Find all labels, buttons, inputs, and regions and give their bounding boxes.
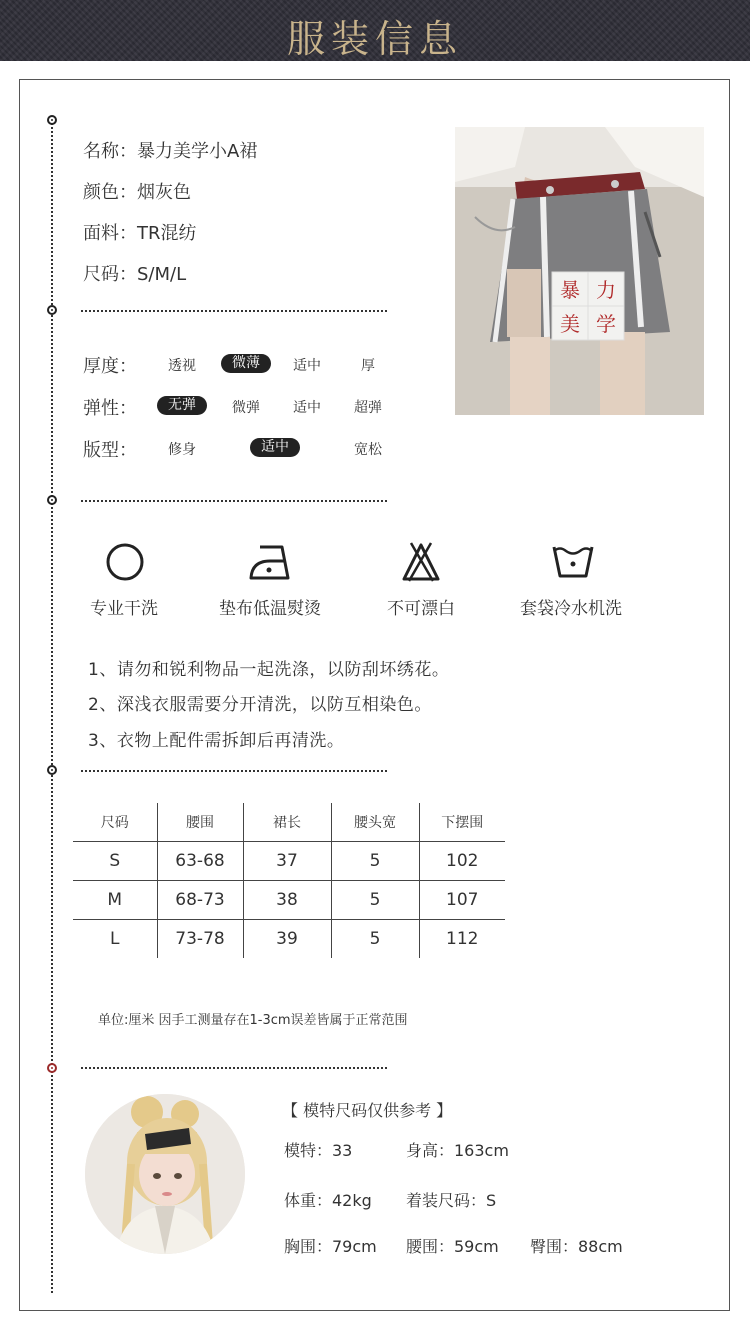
- section-divider: [81, 1067, 387, 1069]
- timeline-node: [47, 305, 57, 315]
- machine-wash-cold-icon: [552, 543, 594, 579]
- header-banner: [0, 0, 750, 61]
- care-note: 2、深浅衣服需要分开清洗，以防互相染色。: [88, 695, 432, 715]
- table-cell: 37: [243, 841, 331, 880]
- table-cell: 102: [419, 841, 505, 880]
- table-row: [73, 841, 505, 880]
- table-cell: 5: [331, 919, 419, 958]
- iron-low-icon: [248, 543, 292, 581]
- care-label-iron: 垫布低温熨烫: [219, 599, 321, 619]
- dry-clean-icon: [104, 543, 146, 581]
- product-fabric: 面料：TR混纺: [83, 223, 197, 244]
- product-sizes: 尺码：S/M/L: [83, 264, 187, 285]
- care-label-bleach: 不可漂白: [387, 599, 455, 619]
- model-bust: 胸围：79cm: [284, 1237, 377, 1256]
- table-cell: S: [73, 841, 157, 880]
- table-cell: 5: [331, 841, 419, 880]
- care-label-wash: 套袋冷水机洗: [520, 599, 622, 619]
- care-label-dry-clean: 专业干洗: [90, 599, 158, 619]
- model-number: 模特：33: [284, 1141, 353, 1160]
- model-hip: 臀围：88cm: [530, 1237, 623, 1256]
- thickness-option: 透视: [168, 358, 196, 374]
- section-divider: [81, 770, 387, 772]
- table-cell: 73-78: [157, 919, 243, 958]
- patch-char: 学: [596, 312, 616, 336]
- table-row: [73, 919, 505, 958]
- attr-elasticity-label: 弹性：: [83, 398, 137, 419]
- elasticity-option: 超弹: [354, 400, 382, 416]
- attr-thickness-label: 厚度：: [83, 356, 137, 377]
- table-header-cell: 尺码: [73, 803, 157, 841]
- thickness-option: 厚: [361, 358, 375, 374]
- table-cell: 5: [331, 880, 419, 919]
- table-cell: M: [73, 880, 157, 919]
- care-note: 1、请勿和锐利物品一起洗涤，以防刮坏绣花。: [88, 660, 450, 680]
- table-cell: 107: [419, 880, 505, 919]
- table-header-cell: 腰头宽: [331, 803, 419, 841]
- model-weight: 体重：42kg: [284, 1191, 372, 1210]
- table-cell: 112: [419, 919, 505, 958]
- timeline-node: [47, 115, 57, 125]
- table-header-cell: 下摆围: [419, 803, 505, 841]
- table-header-row: [73, 803, 505, 841]
- table-cell: 38: [243, 880, 331, 919]
- model-waist: 腰围：59cm: [406, 1237, 499, 1256]
- table-cell: 68-73: [157, 880, 243, 919]
- unit-note: 单位:厘米 因手工测量存在1-3cm误差皆属于正常范围: [98, 1013, 408, 1028]
- table-cell: 39: [243, 919, 331, 958]
- table-cell: L: [110, 928, 120, 949]
- timeline-line: [51, 118, 53, 1293]
- size-table: [73, 803, 505, 958]
- elasticity-option: 适中: [293, 400, 321, 416]
- fit-option: 宽松: [354, 442, 382, 458]
- attr-fit-label: 版型：: [83, 440, 137, 461]
- model-portrait: [85, 1094, 245, 1254]
- thickness-option: 适中: [293, 358, 321, 374]
- product-name: 名称：暴力美学小A裙: [83, 141, 258, 162]
- no-bleach-icon: [401, 541, 441, 583]
- section-divider: [81, 310, 387, 312]
- product-photo: [455, 127, 704, 415]
- timeline-node-red: [47, 1063, 57, 1073]
- elasticity-option: 微弹: [232, 400, 260, 416]
- model-section-title: 【 模特尺码仅供参考 】: [282, 1101, 453, 1120]
- model-wear-size: 着装尺码：S: [406, 1191, 497, 1210]
- timeline-node: [47, 765, 57, 775]
- fit-option: 修身: [168, 442, 196, 458]
- model-height: 身高：163cm: [406, 1141, 509, 1160]
- care-note: 3、衣物上配件需拆卸后再清洗。: [88, 731, 345, 751]
- thickness-option-selected: 微薄: [221, 354, 271, 373]
- elasticity-option-selected: 无弹: [157, 396, 207, 415]
- table-header-cell: 腰围: [157, 803, 243, 841]
- table-header-cell: 裙长: [243, 803, 331, 841]
- avatar: [85, 1094, 245, 1254]
- product-color: 颜色：烟灰色: [83, 182, 191, 203]
- patch-char: 力: [596, 278, 616, 302]
- fit-option-selected: 适中: [250, 438, 300, 457]
- table-row: [73, 880, 505, 919]
- patch-char: 暴: [560, 278, 580, 302]
- page-title: 服装信息: [286, 17, 463, 61]
- skirt-illustration: [455, 127, 704, 415]
- section-divider: [81, 500, 387, 502]
- timeline-node: [47, 495, 57, 505]
- patch-char: 美: [560, 312, 580, 336]
- table-cell: 63-68: [157, 841, 243, 880]
